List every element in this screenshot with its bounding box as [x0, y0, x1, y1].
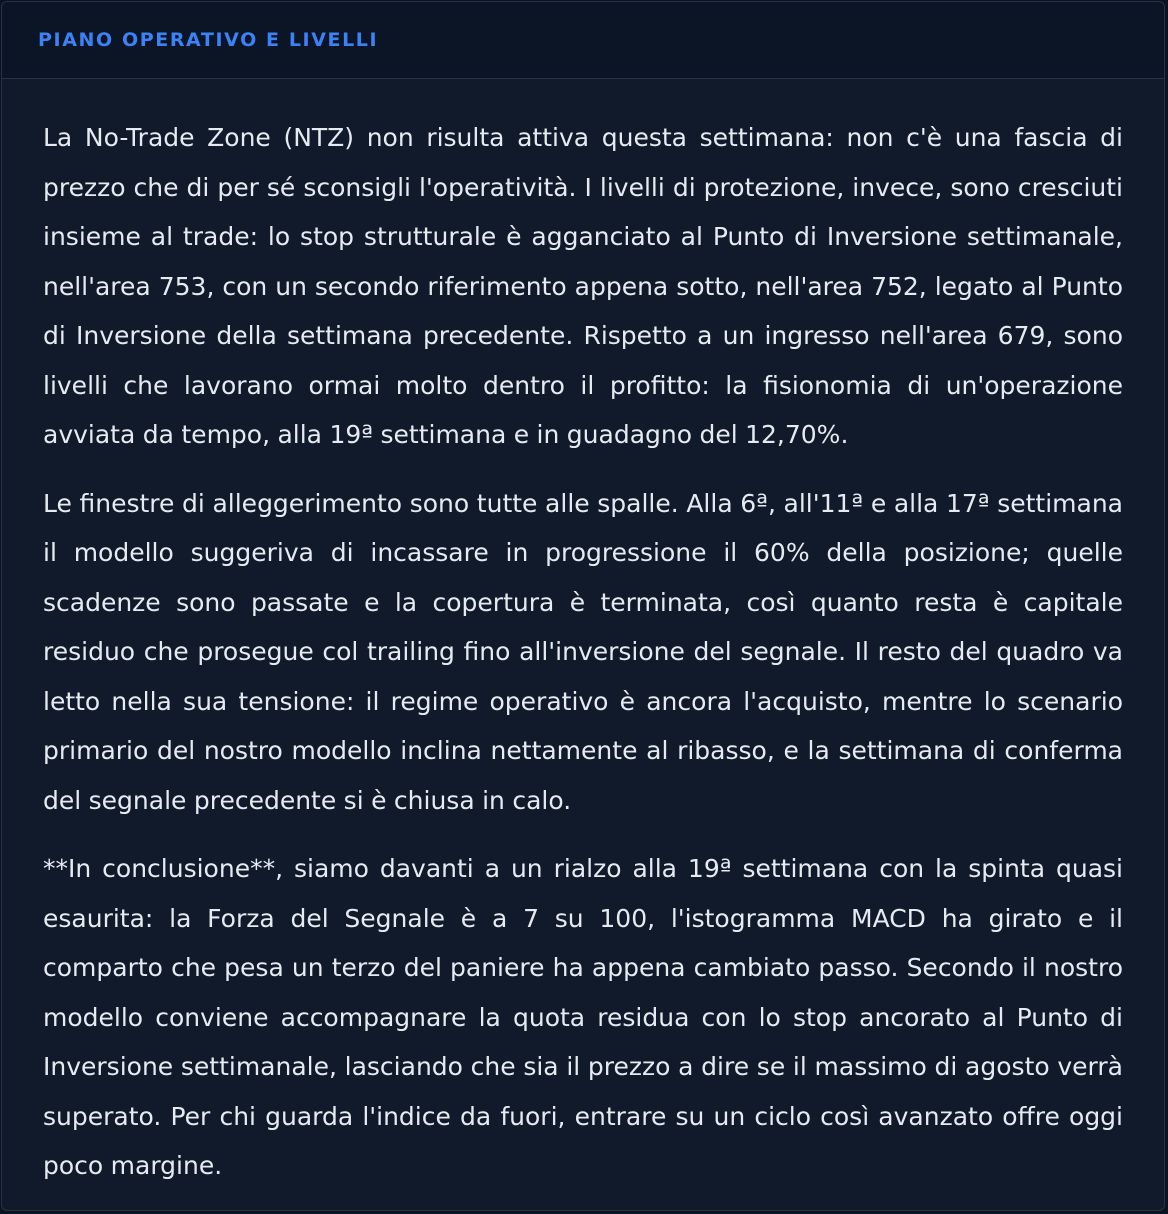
- panel-body: [2, 79, 1164, 1191]
- operating-plan-panel: [1, 1, 1165, 1211]
- panel-title: PIANO OPERATIVO E LIVELLI: [38, 29, 379, 51]
- panel-header: [2, 2, 1164, 79]
- paragraph-lightening-windows: Le finestre di alleggerimento sono tutte alle spalle. Alla 6ª, all'11ª e alla 17ª settimana il modello suggeriva di incassare in progressione il 60% della posizione; quelle scadenze sono passate e la copertura è terminata, così quanto resta è capitale residuo che prosegue col trailing fino all'inversione del segnale. Il resto del quadro va letto nella sua tensione: il regime operativo è ancora l'acquisto, mentre lo scenario primario del nostro modello inclina nettamente al ribasso, e la settimana di conferma del segnale precedente si è chiusa in calo.: [43, 488, 1123, 815]
- paragraph-conclusion: **In conclusione**, siamo davanti a un rialzo alla 19ª settimana con la spinta quasi esaurita: la Forza del Segnale è a 7 su 100, l'istogramma MACD ha girato e il comparto che pesa un terzo del paniere ha appena cambiato passo. Secondo il nostro modello conviene accompagnare la quota residua con lo stop ancorato al Punto di Inversione settimanale, lasciando che sia il prezzo a dire se il massimo di agosto verrà superato. Per chi guarda l'indice da fuori, entrare su un ciclo così avanzato offre oggi poco margine.: [43, 854, 1123, 1180]
- paragraph-ntz-levels: La No-Trade Zone (NTZ) non risulta attiva questa settimana: non c'è una fascia di prezzo che di per sé sconsigli l'operatività. I livelli di protezione, invece, sono cresciuti insieme al trade: lo stop strutturale è agganciato al Punto di Inversione settimanale, nell'area 753, con un secondo riferimento appena sotto, nell'area 752, legato al Punto di Inversione della settimana precedente. Rispetto a un ingresso nell'area 679, sono livelli che lavorano ormai molto dentro il profitto: la fisionomia di un'operazione avviata da tempo, alla 19ª settimana e in guadagno del 12,70%.: [43, 123, 1123, 449]
